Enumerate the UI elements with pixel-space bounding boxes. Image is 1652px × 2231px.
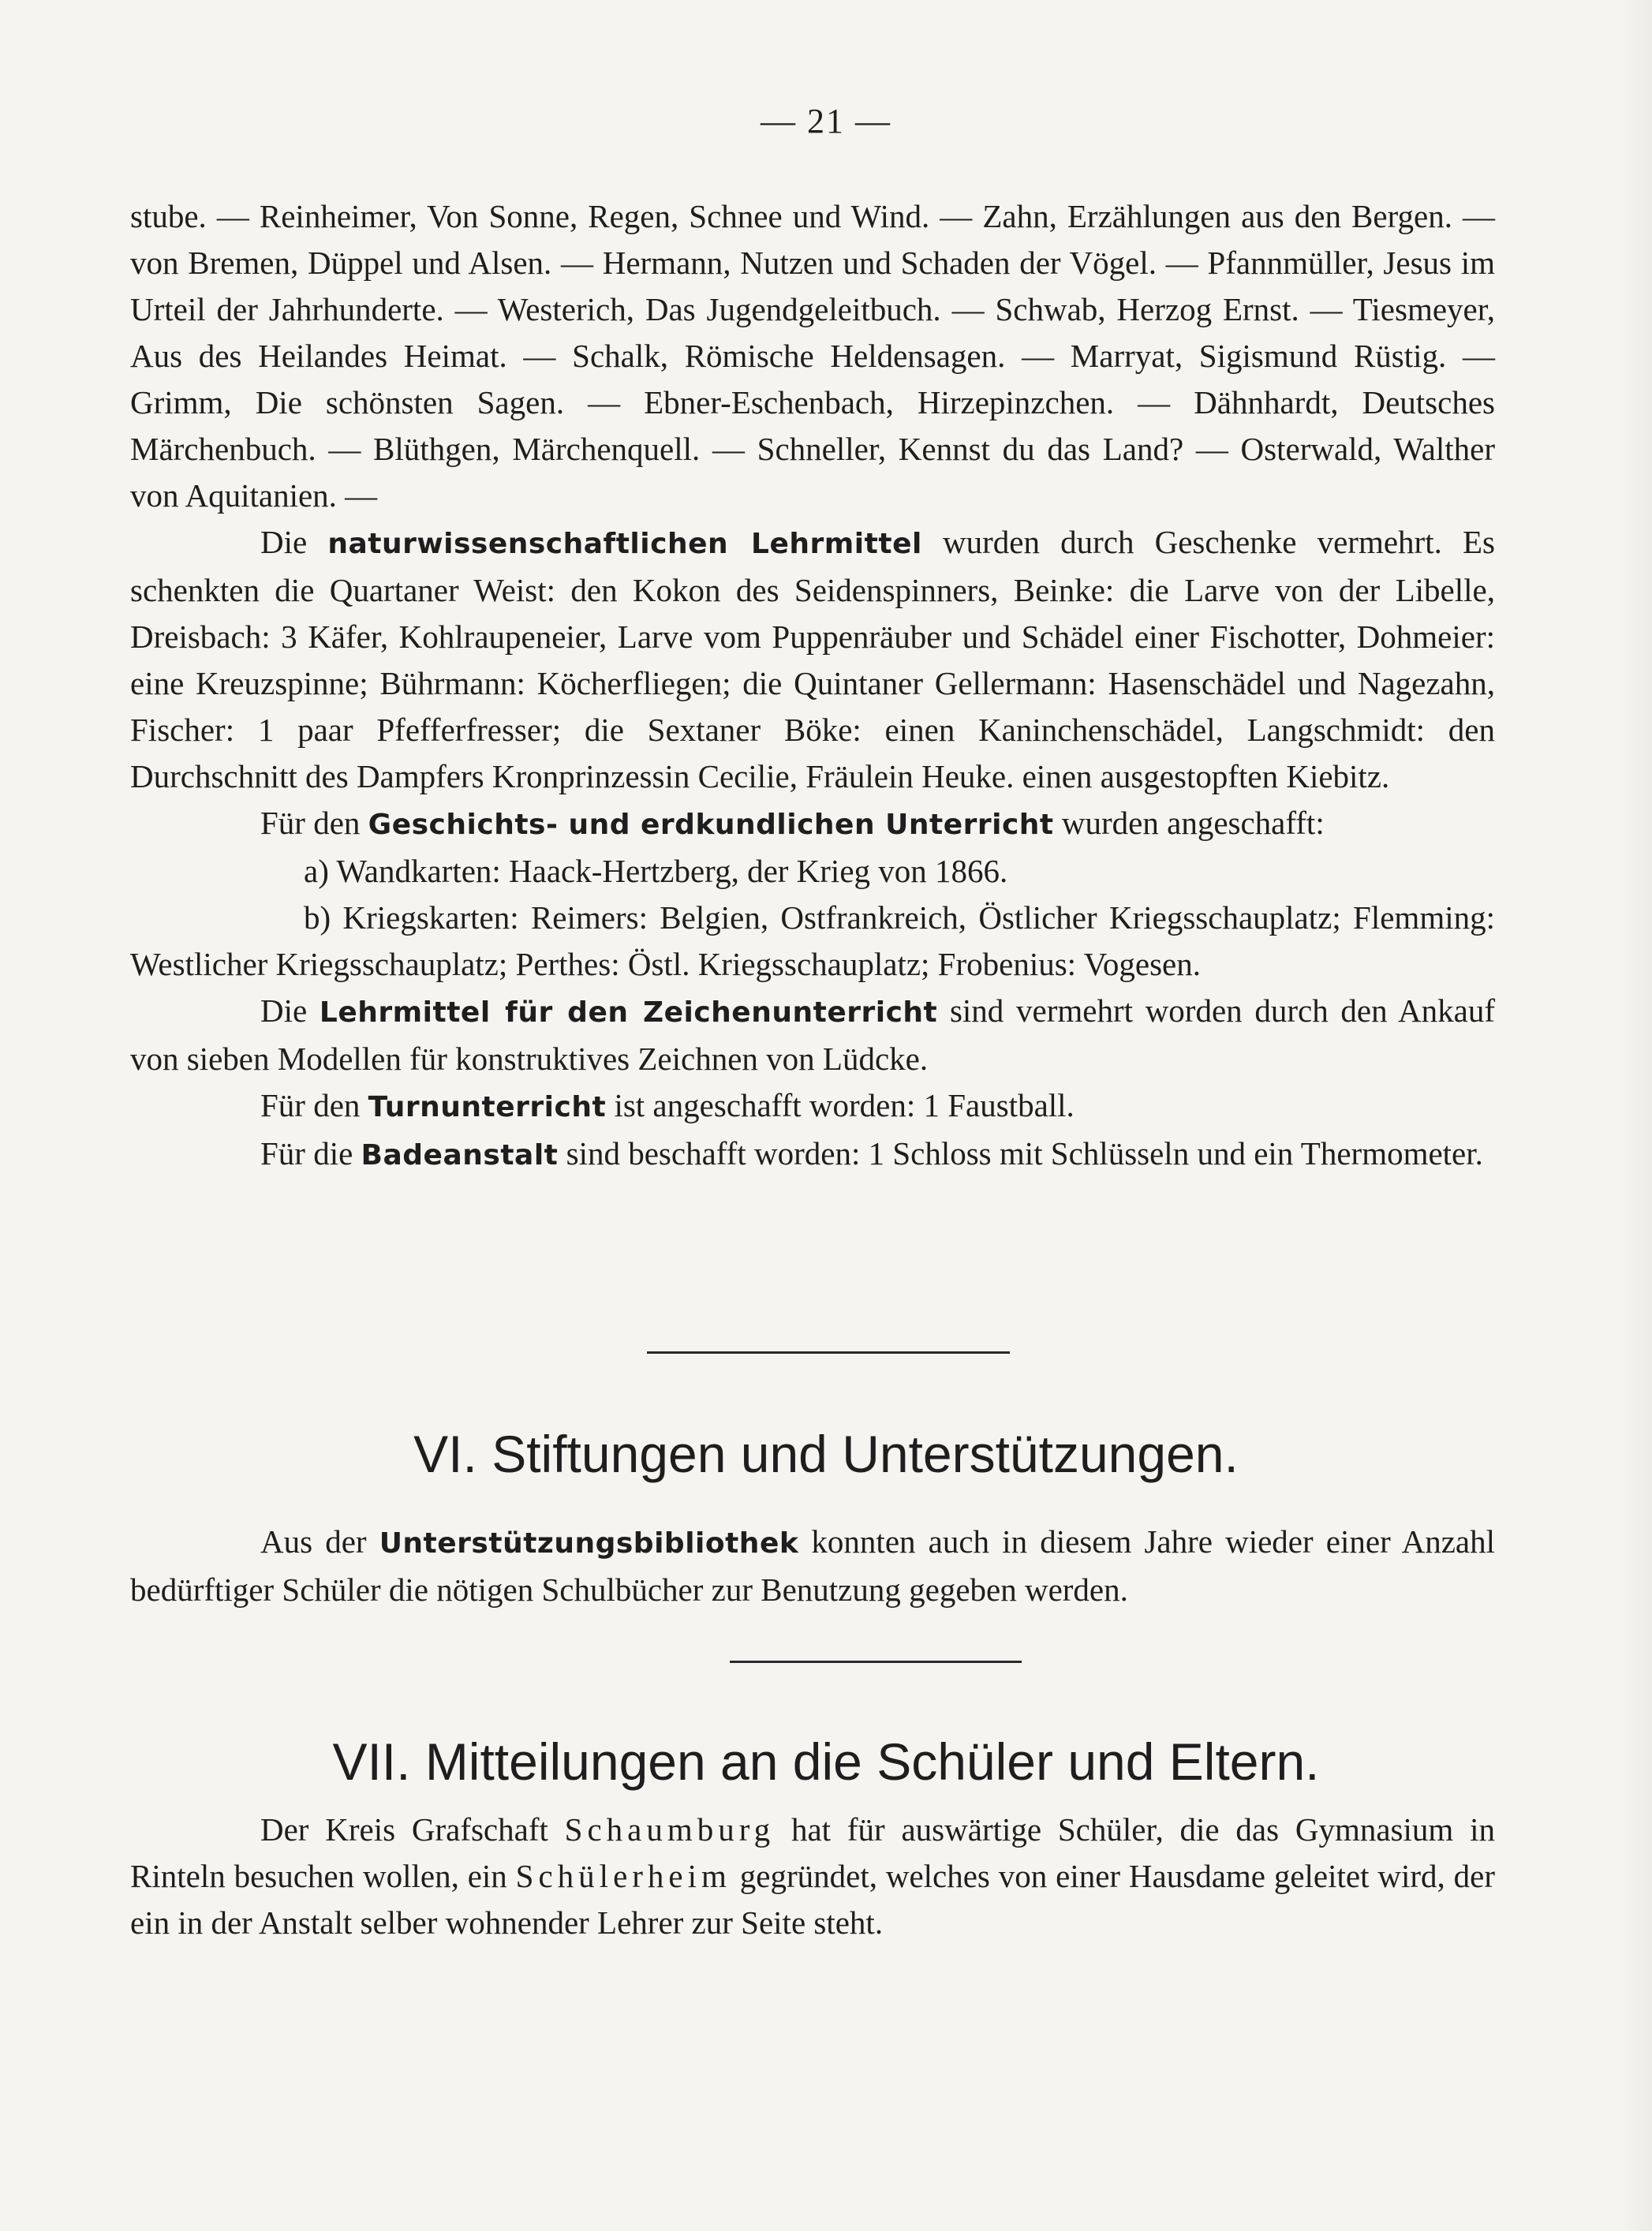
section-seven-body xyxy=(130,1807,1495,1946)
book-list-paragraph: stube. — Reinheimer, Von Sonne, Regen, Schnee und Wind. — Zahn, Erzählungen aus den Bergen. — von Bremen, Düppel und Alsen. — Hermann, Nutzen und Schaden der Vögel. — Pfannmüller, Jesus im Urteil der Jahrhunderte. — Westerich, Das Jugendgeleitbuch. — Schwab, Herzog Ernst. — Tiesmeyer, Aus des Heilandes Heimat. — Schalk, Römische Heldensagen. — Marryat, Sigismund Rüstig. — Grimm, Die schönsten Sagen. — Ebner-Eschenbach, Hirzepinzchen. — Dähnhardt, Deutsches Märchenbuch. — Blüthgen, Märchenquell. — Schneller, Kennst du das Land? — Osterwald, Walther von Aquitanien. — xyxy=(130,198,1495,514)
section-six-prefix: Aus der xyxy=(260,1523,379,1560)
section-seven-text-3: gegründet, welches von einer Hausdame geleitet wird, der ein in der Anstalt selber wohnender Lehrer zur Seite steht. xyxy=(130,1858,1495,1941)
history-prefix: Für den xyxy=(260,805,368,841)
drawing-prefix: Die xyxy=(260,992,320,1029)
history-term: Geschichts- und erdkundlichen Unterricht xyxy=(368,809,1054,841)
gym-paragraph xyxy=(130,1082,1495,1130)
bath-text: sind beschafft worden: 1 Schloss mit Schlüsseln und ein Thermometer. xyxy=(558,1135,1483,1172)
page-number: — 21 — xyxy=(761,102,891,140)
section-seven-paragraph xyxy=(130,1807,1495,1946)
bath-paragraph xyxy=(130,1130,1495,1179)
section-six-paragraph xyxy=(130,1519,1495,1613)
gym-term: Turnunterricht xyxy=(368,1091,607,1123)
support-library-term: Unterstützungsbibliothek xyxy=(379,1527,799,1560)
section-divider xyxy=(647,1351,1010,1354)
science-prefix: Die xyxy=(260,524,328,560)
section-six-heading: VI. Stiftungen und Unterstützungen. xyxy=(413,1425,1239,1483)
bath-term: Badeanstalt xyxy=(361,1139,559,1172)
drawing-text: sind vermehrt worden durch den Ankauf von sieben Modellen für konstruktives Zeichnen von Lüdcke. xyxy=(130,992,1495,1077)
section-seven-text-1: Der Kreis Grafschaft xyxy=(260,1811,565,1848)
history-text: wurden angeschafft: xyxy=(1053,805,1325,841)
section-seven-heading: VII. Mitteilungen an die Schüler und Eltern. xyxy=(332,1732,1320,1791)
science-paragraph xyxy=(130,519,1495,800)
gym-prefix: Für den xyxy=(260,1087,368,1123)
history-item-a: a) Wandkarten: Haack-Hertzberg, der Krieg von 1866. xyxy=(304,853,1008,889)
history-paragraph xyxy=(130,800,1495,848)
page-edge-shade xyxy=(1620,0,1652,2231)
science-term: naturwissenschaftlichen Lehrmittel xyxy=(327,528,922,560)
history-item-b: b) Kriegskarten: Reimers: Belgien, Ostfrankreich, Östlicher Kriegsschauplatz; Flemming: Westlicher Kriegsschauplatz; Perthes: Östl. Kriegsschauplatz; Frobenius: Vogesen. xyxy=(130,899,1495,982)
section-five-continued xyxy=(130,193,1495,1179)
schuelerheim-spaced: Schülerheim xyxy=(515,1858,731,1894)
drawing-term: Lehrmittel für den Zeichenunterricht xyxy=(319,996,938,1029)
section-six-text: konnten auch in diesem Jahre wieder einer Anzahl bedürftiger Schüler die nötigen Schulbücher zur Benutzung gegeben werden. xyxy=(130,1523,1495,1608)
section-divider xyxy=(730,1661,1022,1663)
gym-text: ist angeschafft worden: 1 Faustball. xyxy=(606,1087,1075,1123)
science-text: wurden durch Geschenke vermehrt. Es schenkten die Quartaner Weist: den Kokon des Seidenspinners, Beinke: die Larve von der Libelle, Dreisbach: 3 Käfer, Kohlraupeneier, Larve vom Puppenräuber und Schädel einer Fischotter, Dohmeier: eine Kreuzspinne; Bührmann: Köcherfliegen; die Quintaner Gellermann: Hasenschädel und Nagezahn, Fischer: 1 paar Pfefferfresser; die Sextaner Böke: einen Kaninchenschädel, Langschmidt: den Durchschnitt des Dampfers Kronprinzessin Cecilie, Fräulein Heuke. einen ausgestopften Kiebitz. xyxy=(130,524,1495,794)
section-seven-text-2: hat für auswärtige Schüler, die das Gymnasium in Rinteln besuchen wollen, ein xyxy=(130,1811,1495,1894)
bath-prefix: Für die xyxy=(260,1135,361,1172)
section-six-body xyxy=(130,1519,1495,1613)
schaumburg-spaced: Schaumburg xyxy=(564,1811,776,1848)
drawing-paragraph xyxy=(130,988,1495,1082)
